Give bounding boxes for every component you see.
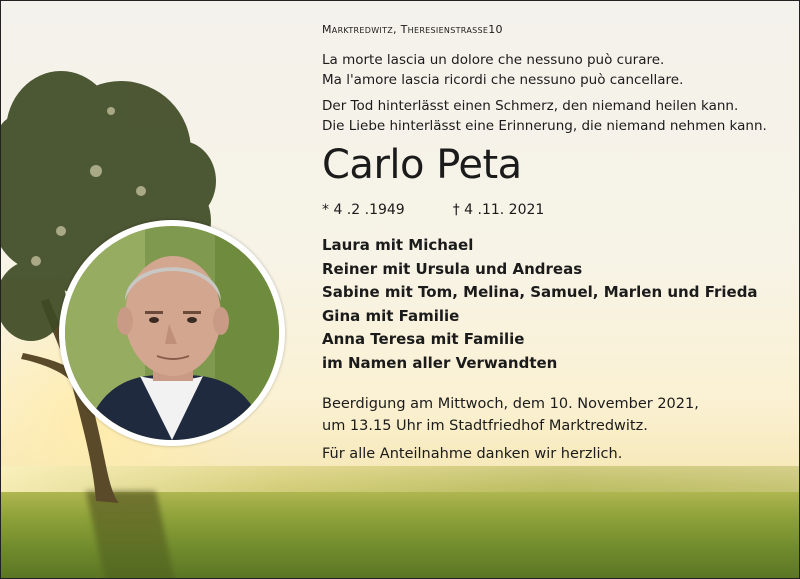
- notice-text: [322, 23, 782, 465]
- place-line: Marktredwitz, Theresienstrasse10: [322, 23, 503, 36]
- funeral-info: [322, 393, 782, 465]
- family-list: [322, 234, 782, 375]
- family-line: Gina mit Familie: [322, 306, 460, 325]
- funeral-line: Beerdigung am Mittwoch, dem 10. November 2021,: [322, 396, 699, 412]
- quote-german: [322, 96, 782, 136]
- family-line: Sabine mit Tom, Melina, Samuel, Marlen und Frieda: [322, 283, 758, 301]
- quote-italian: [322, 50, 782, 90]
- family-line: Anna Teresa mit Familie: [322, 330, 525, 348]
- quote-line: La morte lascia un dolore che nessuno può curare.: [322, 52, 665, 68]
- portrait-image: [65, 226, 279, 440]
- family-line: Laura mit Michael: [322, 236, 474, 254]
- family-line: im Namen aller Verwandten: [322, 353, 558, 372]
- portrait-photo: [59, 220, 285, 446]
- death-date: † 4 .11. 2021: [452, 202, 545, 218]
- quote-line: Der Tod hinterlässt einen Schmerz, den niemand heilen kann.: [322, 98, 739, 114]
- family-line: Reiner mit Ursula und Andreas: [322, 259, 583, 278]
- life-dates: [322, 202, 782, 218]
- thanks-line: Für alle Anteilnahme danken wir herzlich.: [322, 446, 623, 462]
- quote-line: Ma l'amore lascia ricordi che nessuno può cancellare.: [322, 72, 684, 88]
- quote-line: Die Liebe hinterlässt eine Erinnerung, die niemand nehmen kann.: [322, 118, 767, 134]
- funeral-line: um 13.15 Uhr im Stadtfriedhof Marktredwitz.: [322, 418, 648, 434]
- deceased-name: Carlo Peta: [322, 142, 522, 188]
- birth-date: * 4 .2 .1949: [322, 202, 405, 218]
